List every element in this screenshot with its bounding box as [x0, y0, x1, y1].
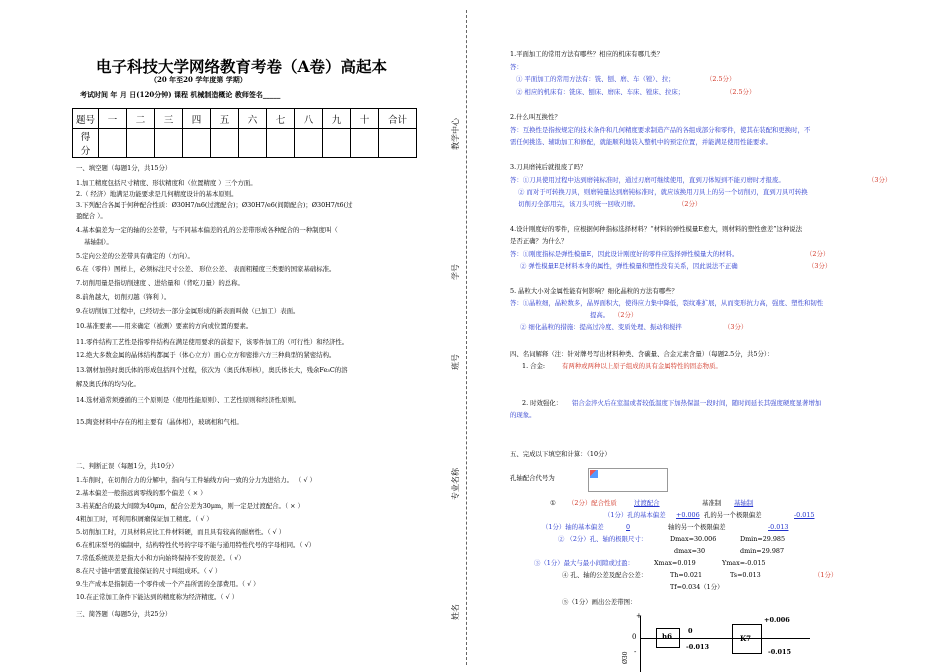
true-false-item: 2.基本偏差一般指远离零线的那个偏差（ × ）	[76, 489, 207, 497]
score-input-cell[interactable]	[323, 129, 351, 158]
fill-in-item: 10.基准要素——用来确定（被测）要素的方向或位置的要素。	[76, 322, 253, 330]
gutter-teaching-center: 教学中心	[451, 118, 460, 150]
score-input-cell[interactable]	[267, 129, 295, 158]
shaft-zone-label: h6	[662, 632, 672, 641]
basis-system-answer: 基轴制	[734, 499, 754, 507]
shaft-other-deviation-label: 轴的另一个极限偏差	[668, 523, 726, 531]
score-cell: 题号	[73, 109, 99, 129]
section2-heading: 二、判断正误（每题1分，共10分）	[76, 462, 178, 470]
q3-answer-1: 答：①刀具使用过程中达到磨钝标准时，通过刃磨可继续使用，直到刀体短到不能刃磨时才报废。	[510, 176, 785, 184]
hole-max-size: Dmax=30.006	[670, 535, 717, 543]
score-cell: 五	[211, 109, 239, 129]
true-false-item: 1.车削时，在切削合力的分解中，指向与工件轴线方向一致的分力为进给力。 （ √ ）	[76, 476, 316, 484]
fill-in-item: 盈配合 ）。	[76, 212, 107, 220]
section5-heading: 五、完成以下填空和计算：（10分）	[510, 450, 611, 458]
fill-in-item: 6.在（零件）图样上，必须标注尺寸公差、 形位公差、 表面粗糙度三类要的国家基础标准。	[76, 265, 336, 273]
score-input-cell[interactable]	[211, 129, 239, 158]
shaft-lower-label: -0.013	[686, 643, 710, 651]
tolerance-zone-diagram	[624, 612, 824, 672]
score-cell: 一	[99, 109, 127, 129]
true-false-item: 7.常低系统误差是指大小和方向始终保持不变的误差。（ √）	[76, 554, 245, 562]
true-false-item: 10.在正常加工条件下能达到的精度称为经济精度。（ √ ）	[76, 593, 239, 601]
score-label-cell: 得 分	[73, 129, 99, 158]
q1-answer-1-score: （2.5分）	[706, 75, 736, 83]
score-cell: 合计	[379, 109, 417, 129]
term1-definition: 有两种或两种以上原子组成的具有金属特性的固态物质。	[562, 362, 722, 370]
q4-answer-1: 答：①刚度指标是弹性模量E，因此设计刚度好的零件应选择弹性模量大的材料。	[510, 250, 739, 258]
section1-heading: 一、填空题（每题1分，共15分）	[76, 164, 172, 172]
fill-in-item: 解及奥氏体的均匀化。	[76, 380, 140, 388]
score-table	[72, 108, 417, 158]
hole-lower-label: -0.015	[768, 648, 792, 656]
score-input-cell[interactable]	[183, 129, 211, 158]
exam-page-left	[0, 0, 472, 672]
section4-heading: 四、名词解释（注：针对牌号写出材料种类、含碳量、合金元素含量）（每题2.5分，共5分）：	[510, 350, 774, 358]
score-cell: 六	[239, 109, 267, 129]
basis-system-label: 基准制	[702, 499, 722, 507]
q4-answer-2-score: （3分）	[808, 262, 832, 270]
hole-other-deviation: -0.015	[794, 511, 815, 519]
fill-in-item: 13.钢材加热时奥氏体的形成包括四个过程，依次为（奥氏体形核），奥氏体长大，残余Fe₃C的溶	[76, 366, 348, 374]
true-false-item: 3.若某配合的最大间隙为40μm，配合公差为30μm，则一定是过渡配合。（ × ）	[76, 502, 304, 510]
fill-in-item: 3.下列配合各属于何种配合性质：Ø30H7/n6(过渡配合)；Ø30H7/e6(间隙配合)；Ø30H7/t6(过	[76, 201, 353, 209]
exam-title: 电子科技大学网络教育考卷（A卷）高起本	[96, 57, 388, 76]
shaft-max-size: dmax=30	[674, 547, 706, 555]
fill-in-item: 9.在切削加工过程中，已经切去一部分金属形成的新表面叫做（已加工）表面。	[76, 307, 300, 315]
hole-min-size: Dmin=29.985	[740, 535, 786, 543]
q1-answer-1: ① 平面加工的常用方法有：铣、刨、磨、车（镗）、拉；	[516, 75, 675, 83]
score-input-cell[interactable]	[295, 129, 323, 158]
score-cell: 九	[323, 109, 351, 129]
fill-in-item: 7.切削用量是指切削速度 、进给量和（背吃刀量）的总称。	[76, 279, 244, 287]
score-input-cell[interactable]	[127, 129, 155, 158]
hole-base-deviation: +0.006	[676, 511, 700, 519]
true-false-item: 5.切削加工时，刀具材料应比工件材料硬，而且具有较高的耐磨性。（ √ ）	[76, 528, 286, 536]
q5-answer-3: ② 细化晶粒的措施：提高过冷度、变质处理、振动和搅拌	[520, 323, 682, 331]
fill-in-item: 15.陶瓷材料中存在的相主要有（晶体相），玻璃相和气相。	[76, 418, 243, 426]
right-binding-gutter	[440, 0, 474, 672]
fill-in-item: 8.前角越大，切削刃越（锋利 ）。	[76, 293, 171, 301]
gutter-name: 姓名	[451, 604, 460, 620]
score-cell: 十	[351, 109, 379, 129]
calc-1-label: （2分）配合性质	[568, 499, 617, 507]
q1-answer-2: ② 相应的机床有：铣床、刨床、磨床、车床、镗床、拉床；	[516, 88, 685, 96]
q5-prompt: 5. 晶粒大小对金属性能有何影响？细化晶粒的方法有哪些？	[510, 287, 678, 295]
hole-zone-label: K7	[740, 634, 751, 643]
score-cell: 四	[183, 109, 211, 129]
diagram-instruction: ⑤（1分）画出公差带图：	[562, 598, 637, 606]
term1-label: 1. 合金:	[522, 362, 546, 370]
q1-answer-label: 答：	[510, 63, 523, 71]
tolerance-label: ④ 孔、轴的公差及配合公差：	[562, 571, 648, 579]
q4-answer-2: ② 弹性模量E是材料本身的属性，弹性模量和塑性没有关系，因此说法不正确	[520, 262, 738, 270]
max-clearance: Xmax=0.019	[654, 559, 696, 567]
q5-answer-3-score: （3分）	[724, 323, 748, 331]
q1-answer-2-score: （2.5分）	[726, 88, 756, 96]
diagram-minus-sign: -	[634, 648, 637, 656]
score-input-cell[interactable]	[155, 129, 183, 158]
score-cell: 七	[267, 109, 295, 129]
shaft-base-deviation: 0	[626, 523, 631, 531]
diagram-plus-sign: +	[636, 612, 642, 620]
shaft-tolerance: Ts=0.013	[730, 571, 761, 579]
q4-answer-1-score: （2分）	[806, 250, 830, 258]
max-interference: Ymax=-0.015	[722, 559, 766, 567]
fill-in-item: 14.选材通常须遵循的三个原则是（使用性能原则）、工艺性原则和经济性原则。	[76, 396, 301, 404]
tolerance-score: （1分）	[814, 571, 838, 579]
score-input-cell[interactable]	[351, 129, 379, 158]
diagram-zero-label: 0	[632, 633, 637, 641]
fill-in-item: 4.基本偏差为一定的轴的公差带，与不同基本偏差的孔的公差带形成各种配合的一种制度叫（	[76, 226, 338, 234]
q3-answer-1-score: （3分）	[868, 176, 892, 184]
limit-size-label: ② （2分）孔、轴的极限尺寸：	[558, 535, 648, 543]
section3-heading: 三、简答题（每题5分，共25分）	[76, 610, 172, 618]
q3-answer-3-score: （2分）	[678, 200, 702, 208]
q5-answer-2-score: （2分）	[614, 311, 638, 319]
score-input-cell[interactable]	[379, 129, 417, 158]
q5-answer-1: 答：①晶粒细，晶粒数多，晶界面积大，使得应力集中降低，裂纹难扩展，从而变形抗力高，强度、塑性和韧性	[510, 299, 824, 307]
gutter-student-id: 学号	[451, 264, 460, 280]
gutter-major: 专业名称	[451, 468, 460, 500]
q2-answer-line2: 需任何挑选、辅助加工和修配，就能顺利地装入整机中的预定位置，并能满足使用性能要求。	[510, 138, 773, 146]
gutter-class: 班号	[451, 354, 460, 370]
hole-deviation-label: （1分）孔的基本偏差	[604, 511, 666, 519]
fill-in-item: 12.绝大多数金属的晶体结构都属于（体心立方）面心立方和密排六方三种典型的紧密结构。	[76, 351, 336, 359]
fill-in-item: 基轴制）。	[84, 238, 113, 246]
fit-code-image-placeholder	[588, 468, 668, 492]
diagram-axis	[640, 616, 641, 672]
q1-prompt: 1.平面加工的常用方法有哪些？相应的机床有哪几类？	[510, 50, 664, 58]
score-table-header-row	[73, 109, 417, 129]
score-cell: 二	[127, 109, 155, 129]
hole-upper-label: +0.006	[764, 616, 790, 624]
true-false-item: 8.在尺寸链中需要直接保证的尺寸叫组成环。（ √ ）	[76, 567, 222, 575]
score-cell: 八	[295, 109, 323, 129]
score-cell: 三	[155, 109, 183, 129]
q4-prompt-line1: 4.设计刚度好的零件，应根据何种指标选择材料？“材料的弹性模量E愈大，则材料的塑性愈差”这种说法	[510, 225, 803, 233]
calc-1-marker: ①	[550, 499, 556, 507]
clearance-label: ③（1分）最大与最小间隙或过盈：	[534, 559, 634, 567]
hole-other-deviation-label: 孔的另一个极限偏差	[704, 511, 762, 519]
score-table-score-row	[73, 129, 417, 158]
term2-definition-line2: 的现象。	[510, 411, 536, 419]
term2-label: 2. 时效强化：	[522, 399, 563, 407]
q5-answer-2: 提高。	[590, 311, 610, 319]
q2-prompt: 2.什么叫互换性？	[510, 113, 561, 121]
q3-answer-3: 切削刃全部用完，该刀头可统一回收刃磨。	[518, 200, 640, 208]
score-input-cell[interactable]	[99, 129, 127, 158]
diagram-diameter-label: Ø30	[622, 651, 629, 664]
fill-in-item: 1.加工精度包括尺寸精度、形状精度和（位置精度 ）三个方面。	[76, 179, 257, 187]
score-input-cell[interactable]	[239, 129, 267, 158]
shaft-other-deviation: -0.013	[768, 523, 789, 531]
fill-in-item: 11.零件结构工艺性是指零件结构在满足使用要求的前提下，该零件加工的（可行性）和经济性。	[76, 338, 349, 346]
shaft-deviation-label: （1分）轴的基本偏差	[542, 523, 604, 531]
exam-info-line: 考试时间 年 月 日(120分钟) 课程 机械制造概论 教师签名_____	[80, 90, 281, 99]
q3-prompt: 3.刀具磨钝后就报废了吗？	[510, 163, 587, 171]
fill-in-item: 2.（ 经济）地满足功能要求是几何精度设计的基本原则。	[76, 190, 238, 198]
fill-in-item: 5.定向公差的公差带具有确定的（方向）。	[76, 252, 194, 260]
q2-answer-line1: 答：互换性是指按规定的技术条件和几何精度要求制造产品的各组成部分和零件，使其在装配和更换时，不	[510, 126, 811, 134]
academic-year-line: （20 年至20 学年度第 学期）	[150, 75, 247, 84]
exam-page-right	[474, 0, 950, 672]
term2-definition-line1: 铝合金淬火后在室温或者较低温度下加热保温一段时间，随时间延长其强度硬度显著增加	[572, 399, 822, 407]
fit-tolerance: Tf=0.034（1分）	[670, 583, 724, 591]
q3-answer-2: ② 而对于可转换刀具，则磨钝量达到磨钝标准时，就应该换用刀具上的另一个切削刃，直到刀具可转换	[518, 188, 808, 196]
fit-type-answer: 过渡配合	[634, 499, 660, 507]
shaft-min-size: dmin=29.987	[740, 547, 785, 555]
q4-prompt-line2: 是否正确？为什么？	[510, 237, 568, 245]
hole-tolerance: Th=0.021	[670, 571, 703, 579]
shaft-upper-label: 0	[688, 627, 693, 635]
fit-code-label: 孔轴配合代号为	[510, 474, 555, 482]
true-false-item: 6.在机床型号的编制中，结构特性代号的字母不能与通用特性代号的字母相同。（ √）	[76, 541, 316, 549]
true-false-item: 4粗加工时，可利用积屑瘤保证加工精度。（ √ ）	[76, 515, 213, 523]
true-false-item: 9.生产成本是指制造一个零件或一个产品所需的全部费用。（ √ ）	[76, 580, 260, 588]
